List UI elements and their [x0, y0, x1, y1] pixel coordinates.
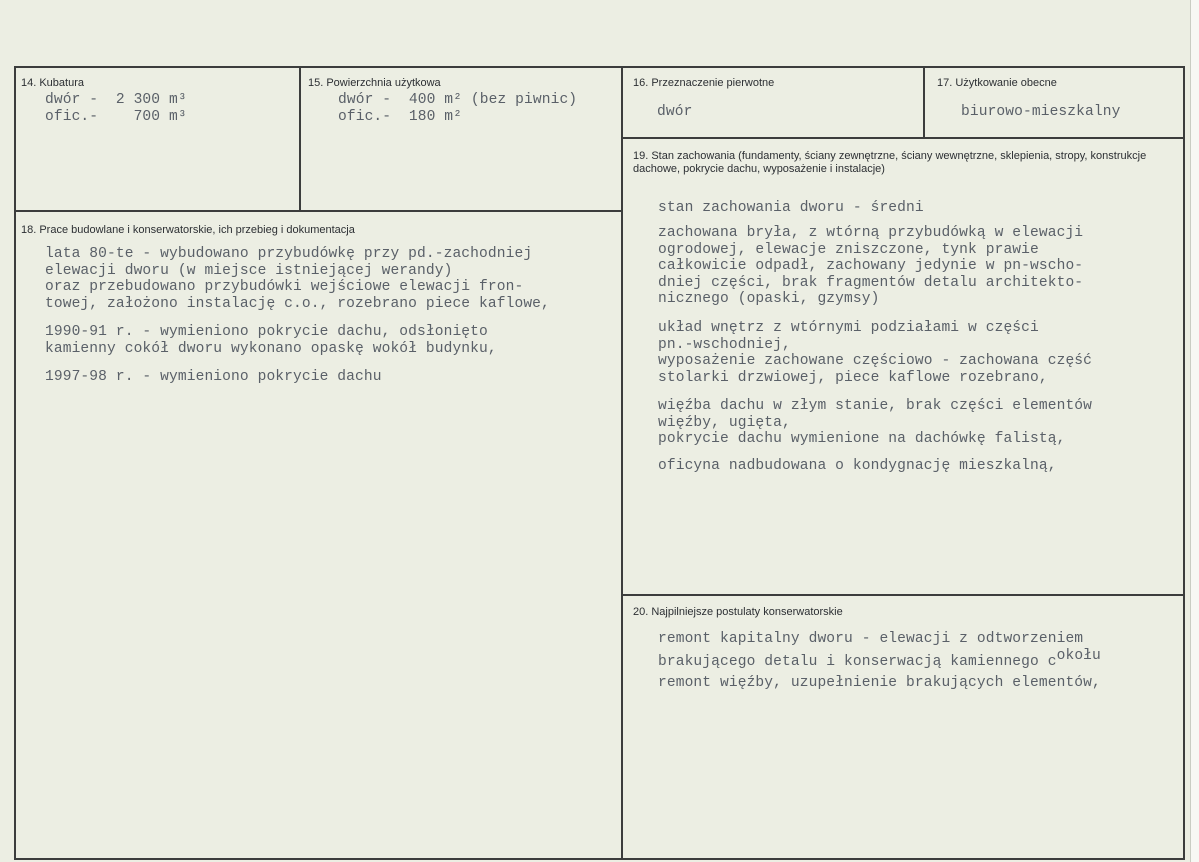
rule-right — [1183, 66, 1185, 860]
stan-zachowania-p3: układ wnętrz z wtórnymi podziałami w części pn.-wschodniej, wyposażenie zachowane częściowo - zachowana część stolarki drzwiowej, piece kaflowe rozebrano, — [658, 320, 1093, 386]
rule-top — [14, 66, 1184, 68]
rule-left — [14, 66, 16, 860]
postulaty-line2 — [658, 648, 1101, 671]
prace-budowlane-p1: lata 80-te - wybudowano przybudówkę przy pd.-zachodniej elewacji dworu (w miejsce istniejącej werandy) oraz przebudowano przybudówki wejściowe elewacji fron- towej, założono instalację c.o., rozebrano piece kaflowe, — [45, 246, 550, 312]
postulaty-line1: remont kapitalny dworu - elewacji z odtworzeniem — [658, 631, 1084, 647]
prace-budowlane-p2: 1990-91 r. - wymieniono pokrycie dachu, odsłonięto kamienny cokół dworu wykonano opaskę wokół budynku, — [45, 324, 497, 357]
rule-bottom — [14, 858, 1184, 860]
rule-19-bottom — [622, 594, 1184, 596]
powierzchnia-dwor-value: dwór - 400 m² (bez piwnic) — [338, 92, 578, 108]
rule-14-15-divider — [299, 66, 301, 212]
przeznaczenie-value: dwór — [657, 104, 693, 120]
stan-zachowania-p5: oficyna nadbudowana o kondygnację mieszkalną, — [658, 458, 1057, 474]
prace-budowlane-p3: 1997-98 r. - wymieniono pokrycie dachu — [45, 369, 382, 385]
powierzchnia-oficyna-value: ofic.- 180 m² — [338, 109, 463, 125]
rule-14-15-bottom — [14, 210, 622, 212]
uzytkowanie-label: 17. Użytkowanie obecne — [937, 77, 1057, 89]
stan-zachowania-p2: zachowana bryła, z wtórną przybudówką w elewacji ogrodowej, elewacje zniszczone, tynk prawie całkowicie odpadł, zachowany jedynie w pn-wscho- dniej części, brak fragmentów detalu architekto- nicznego (opaski, gzymsy) — [658, 225, 1084, 307]
rule-16-17-divider — [923, 66, 925, 139]
postulaty-line2-raised: okołu — [1056, 648, 1101, 664]
powierzchnia-label: 15. Powierzchnia użytkowa — [308, 77, 441, 89]
przeznaczenie-label: 16. Przeznaczenie pierwotne — [633, 77, 775, 89]
rule-16-17-bottom — [622, 137, 1184, 139]
kubatura-oficyna-value: ofic.- 700 m³ — [45, 109, 187, 125]
kubatura-dwor-value: dwór - 2 300 m³ — [45, 92, 187, 108]
uzytkowanie-value: biurowo-mieszkalny — [961, 104, 1121, 120]
rule-center-divider — [621, 66, 623, 860]
kubatura-label: 14. Kubatura — [21, 77, 84, 89]
postulaty-line3: remont więźby, uzupełnienie brakujących elementów, — [658, 675, 1101, 691]
stan-zachowania-p4: więźba dachu w złym stanie, brak części elementów więźby, ugięta, pokrycie dachu wymienione na dachówkę falistą, — [658, 398, 1093, 447]
stan-zachowania-label: 19. Stan zachowania (fundamenty, ściany zewnętrzne, ściany wewnętrzne, sklepienia, stropy, konstrukcje dachowe, pokrycie dachu, wyposażenie i instalacje) — [633, 150, 1147, 175]
stan-zachowania-p1: stan zachowania dworu - średni — [658, 200, 924, 216]
postulaty-line2-main: brakującego detalu i konserwacją kamiennego c — [658, 654, 1057, 670]
postulaty-label: 20. Najpilniejsze postulaty konserwatorskie — [633, 606, 843, 618]
card-edge — [1190, 0, 1199, 862]
prace-budowlane-label: 18. Prace budowlane i konserwatorskie, ich przebieg i dokumentacja — [21, 224, 355, 236]
